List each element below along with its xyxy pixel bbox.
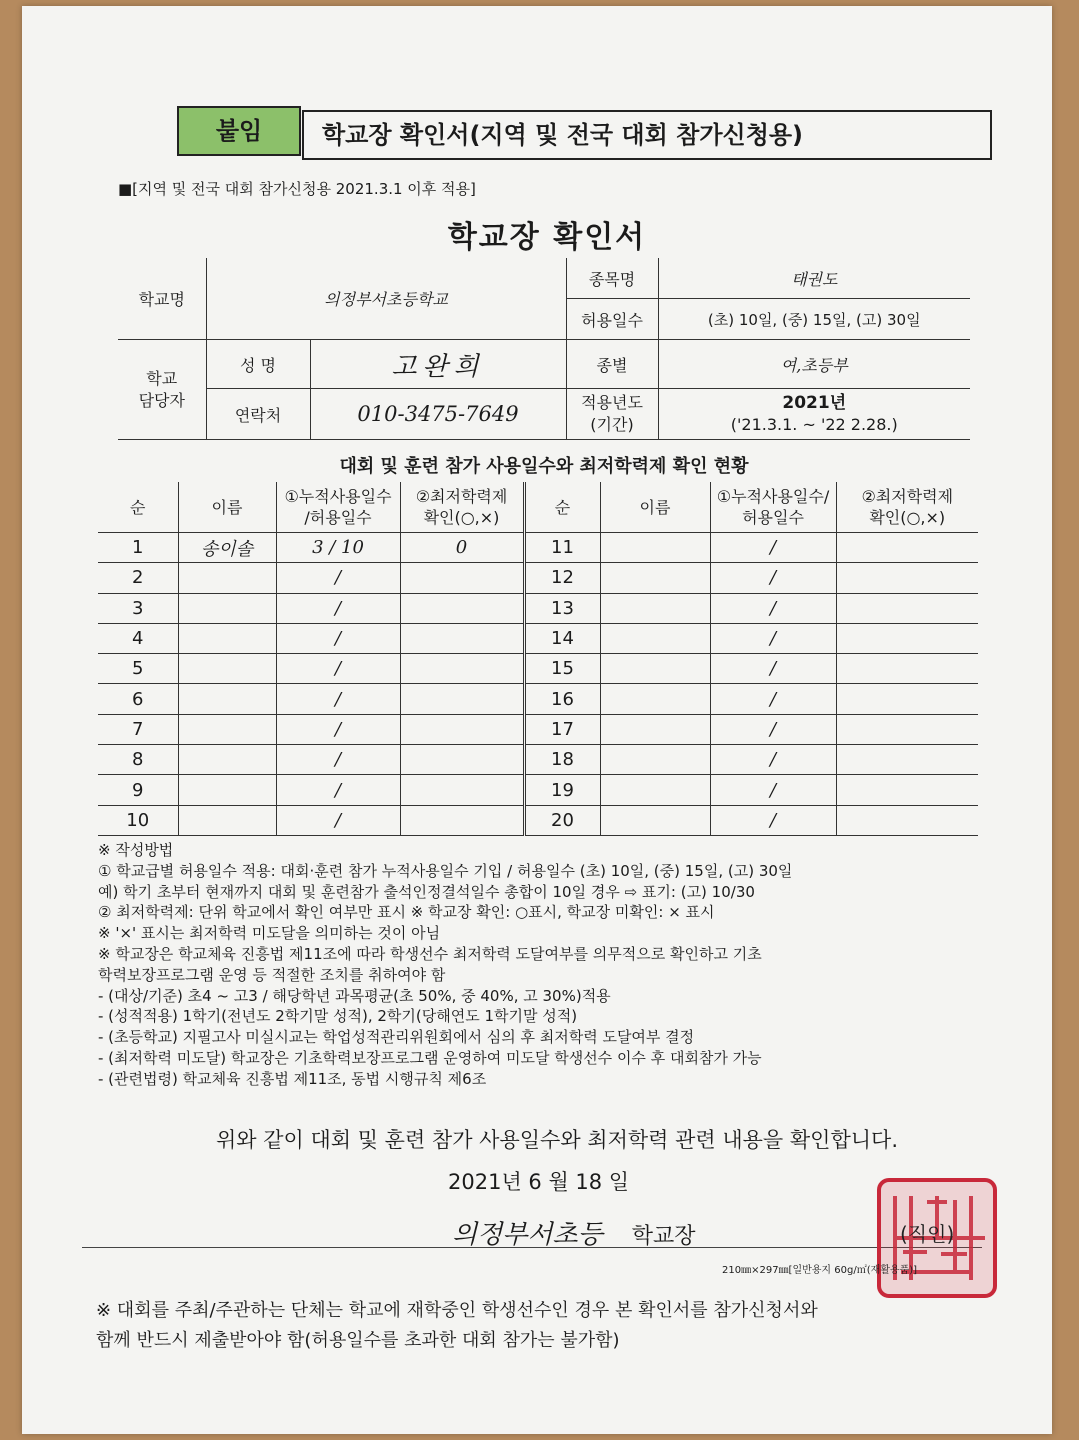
principal-label: 학교장	[631, 1224, 696, 1249]
year-value: 2021년	[782, 393, 847, 413]
category-label: 종별	[566, 340, 658, 389]
instruction-line: ※ '×' 표시는 최저학력 미도달을 의미하는 것이 아님	[98, 924, 441, 943]
days-used: /	[710, 714, 836, 744]
event-label: 종목명	[566, 258, 658, 299]
signature-date: 2021년 6 월 18 일	[448, 1170, 630, 1194]
days-used: /	[276, 654, 400, 684]
participation-table	[98, 482, 978, 836]
school-value: 의정부서초등학교	[206, 258, 566, 340]
status-subtitle: 대회 및 훈련 참가 사용일수와 최저학력제 확인 현황	[339, 456, 749, 477]
allowed-days-label: 허용일수	[566, 299, 658, 340]
table-row	[98, 593, 978, 623]
row-number: 18	[524, 745, 600, 775]
minimum-academic-check	[400, 623, 524, 653]
contact-label: 연락처	[206, 389, 310, 440]
minimum-academic-check	[400, 563, 524, 593]
allowed-days-value: (초) 10일, (중) 15일, (고) 30일	[658, 299, 970, 340]
signature-row	[452, 1214, 695, 1251]
days-used: /	[276, 714, 400, 744]
days-used: /	[276, 745, 400, 775]
row-number: 13	[524, 593, 600, 623]
instruction-line: 예) 학기 초부터 현재까지 대회 및 훈련참가 출석인정결석일수 총합이 10일 경우 ⇨ 표기: (고) 10/30	[98, 882, 755, 901]
table-row	[98, 745, 978, 775]
row-number: 7	[98, 714, 178, 744]
minimum-academic-check	[836, 684, 978, 714]
event-value: 태권도	[658, 258, 970, 299]
row-number: 19	[524, 775, 600, 805]
instruction-line: - (성적적용) 1학기(전년도 2학기말 성적), 2학기(당해연도 1학기말 성적)	[98, 1007, 578, 1026]
table-row	[98, 775, 978, 805]
days-used: /	[710, 533, 836, 563]
days-used: /	[710, 623, 836, 653]
row-number: 2	[98, 563, 178, 593]
row-number: 1	[98, 533, 178, 563]
info-table	[118, 258, 970, 440]
instruction-line: ① 학교급별 허용일수 적용: 대회·훈련 참가 누적사용일수 기입 / 허용일수 (초) 10일, (중) 15일, (고) 30일	[98, 861, 793, 880]
applicability-note: ■[지역 및 전국 대회 참가신청용 2021.3.1 이후 적용]	[118, 180, 476, 198]
student-name	[600, 684, 710, 714]
minimum-academic-check	[836, 563, 978, 593]
student-name	[600, 745, 710, 775]
days-used: /	[276, 593, 400, 623]
col-header-check-2: ②최저학력제 확인(○,×)	[836, 482, 978, 533]
instruction-line: 학력보장프로그램 운영 등 적절한 조치를 취하여야 함	[98, 965, 446, 984]
col-header-name-1: 이름	[178, 482, 276, 533]
document-page	[22, 6, 1052, 1434]
student-name	[600, 775, 710, 805]
minimum-academic-check	[836, 805, 978, 835]
row-number: 10	[98, 805, 178, 835]
student-name	[600, 533, 710, 563]
days-used: 3 / 10	[276, 533, 400, 563]
minimum-academic-check	[400, 745, 524, 775]
student-name	[600, 805, 710, 835]
row-number: 8	[98, 745, 178, 775]
table-row	[98, 654, 978, 684]
seal-label: (직인)	[900, 1222, 955, 1246]
minimum-academic-check	[836, 654, 978, 684]
minimum-academic-check	[400, 593, 524, 623]
student-name	[178, 714, 276, 744]
minimum-academic-check	[836, 623, 978, 653]
row-number: 12	[524, 563, 600, 593]
student-name	[178, 684, 276, 714]
row-number: 4	[98, 623, 178, 653]
days-used: /	[276, 563, 400, 593]
row-number: 17	[524, 714, 600, 744]
row-number: 5	[98, 654, 178, 684]
student-name	[178, 654, 276, 684]
student-name	[178, 563, 276, 593]
name-value: 고완희	[310, 340, 566, 389]
table-row	[98, 623, 978, 653]
student-name	[178, 745, 276, 775]
col-header-check-1: ②최저학력제 확인(○,×)	[400, 482, 524, 533]
instruction-line: - (대상/기준) 초4 ~ 고3 / 해당학년 과목평균(초 50%, 중 40%, 고 30%)적용	[98, 986, 611, 1005]
row-number: 16	[524, 684, 600, 714]
category-value: 여,초등부	[658, 340, 970, 389]
days-used: /	[276, 623, 400, 653]
minimum-academic-check	[836, 745, 978, 775]
student-name	[600, 593, 710, 623]
row-number: 15	[524, 654, 600, 684]
row-number: 3	[98, 593, 178, 623]
year-cell	[658, 389, 970, 440]
footer-note	[96, 1296, 996, 1356]
row-number: 11	[524, 533, 600, 563]
footer-line-1: ※ 대회를 주최/주관하는 단체는 학교에 재학중인 학생선수인 경우 본 확인서를 참가신청서와	[96, 1300, 818, 1321]
footer-line-2: 함께 반드시 제출받아야 함(허용일수를 초과한 대회 참가는 불가함)	[96, 1330, 620, 1351]
student-name: 송이솔	[178, 533, 276, 563]
col-header-days-2: ①누적사용일수/ 허용일수	[710, 482, 836, 533]
minimum-academic-check	[836, 714, 978, 744]
student-name	[600, 654, 710, 684]
student-name	[178, 775, 276, 805]
days-used: /	[710, 593, 836, 623]
year-label: 적용년도 (기간)	[566, 389, 658, 440]
minimum-academic-check	[836, 593, 978, 623]
table-header-row	[98, 482, 978, 533]
days-used: /	[710, 654, 836, 684]
days-used: /	[710, 775, 836, 805]
minimum-academic-check	[400, 654, 524, 684]
table-row	[98, 684, 978, 714]
school-signature: 의정부서초등	[452, 1220, 603, 1250]
minimum-academic-check	[836, 775, 978, 805]
minimum-academic-check	[400, 714, 524, 744]
minimum-academic-check	[400, 805, 524, 835]
days-used: /	[710, 805, 836, 835]
minimum-academic-check: 0	[400, 533, 524, 563]
name-label: 성 명	[206, 340, 310, 389]
days-used: /	[710, 563, 836, 593]
year-period: ('21.3.1. ~ '22 2.28.)	[730, 415, 898, 434]
signature-divider	[82, 1247, 982, 1248]
manager-label: 학교 담당자	[118, 340, 206, 440]
instruction-line: ② 최저학력제: 단위 학교에서 확인 여부만 표시 ※ 학교장 확인: ○표시, 학교장 미확인: × 표시	[98, 903, 715, 922]
contact-value: 010-3475-7649	[310, 389, 566, 440]
student-name	[600, 563, 710, 593]
instruction-line: ※ 작성방법	[98, 841, 174, 859]
minimum-academic-check	[836, 533, 978, 563]
row-number: 6	[98, 684, 178, 714]
instruction-line: ※ 학교장은 학교체육 진흥법 제11조에 따라 학생선수 최저학력 도달여부를 의무적으로 확인하고 기초	[98, 944, 762, 963]
student-name	[178, 805, 276, 835]
row-number: 9	[98, 775, 178, 805]
student-name	[178, 593, 276, 623]
days-used: /	[710, 684, 836, 714]
row-number: 20	[524, 805, 600, 835]
table-row	[98, 714, 978, 744]
col-header-name-2: 이름	[600, 482, 710, 533]
instruction-line: - (초등학교) 지필고사 미실시교는 학업성적관리위원회에서 심의 후 최저학력 도달여부 결정	[98, 1028, 695, 1047]
confirmation-statement: 위와 같이 대회 및 훈련 참가 사용일수와 최저학력 관련 내용을 확인합니다.	[215, 1128, 898, 1152]
attachment-tag: 붙임	[177, 106, 301, 156]
days-used: /	[710, 745, 836, 775]
col-header-no-1: 순	[98, 482, 178, 533]
paper-spec: 210㎜×297㎜[일반용지 60g/㎡(재활용품)]	[722, 1265, 918, 1276]
instruction-line: - (관련법령) 학교체육 진흥법 제11조, 동법 시행규칙 제6조	[98, 1069, 487, 1088]
table-row	[98, 805, 978, 835]
writing-instructions	[98, 840, 1003, 1090]
days-used: /	[276, 684, 400, 714]
row-number: 14	[524, 623, 600, 653]
student-name	[178, 623, 276, 653]
minimum-academic-check	[400, 775, 524, 805]
minimum-academic-check	[400, 684, 524, 714]
main-title: 학교장 확인서	[447, 220, 647, 255]
document-title: 학교장 확인서(지역 및 전국 대회 참가신청용)	[302, 110, 992, 160]
table-row	[98, 563, 978, 593]
instruction-line: - (최저학력 미도달) 학교장은 기초학력보장프로그램 운영하여 미도달 학생선수 이수 후 대회참가 가능	[98, 1048, 762, 1067]
student-name	[600, 714, 710, 744]
school-label: 학교명	[118, 258, 206, 340]
student-name	[600, 623, 710, 653]
days-used: /	[276, 775, 400, 805]
days-used: /	[276, 805, 400, 835]
col-header-days-1: ①누적사용일수 /허용일수	[276, 482, 400, 533]
table-row	[98, 533, 978, 563]
col-header-no-2: 순	[524, 482, 600, 533]
